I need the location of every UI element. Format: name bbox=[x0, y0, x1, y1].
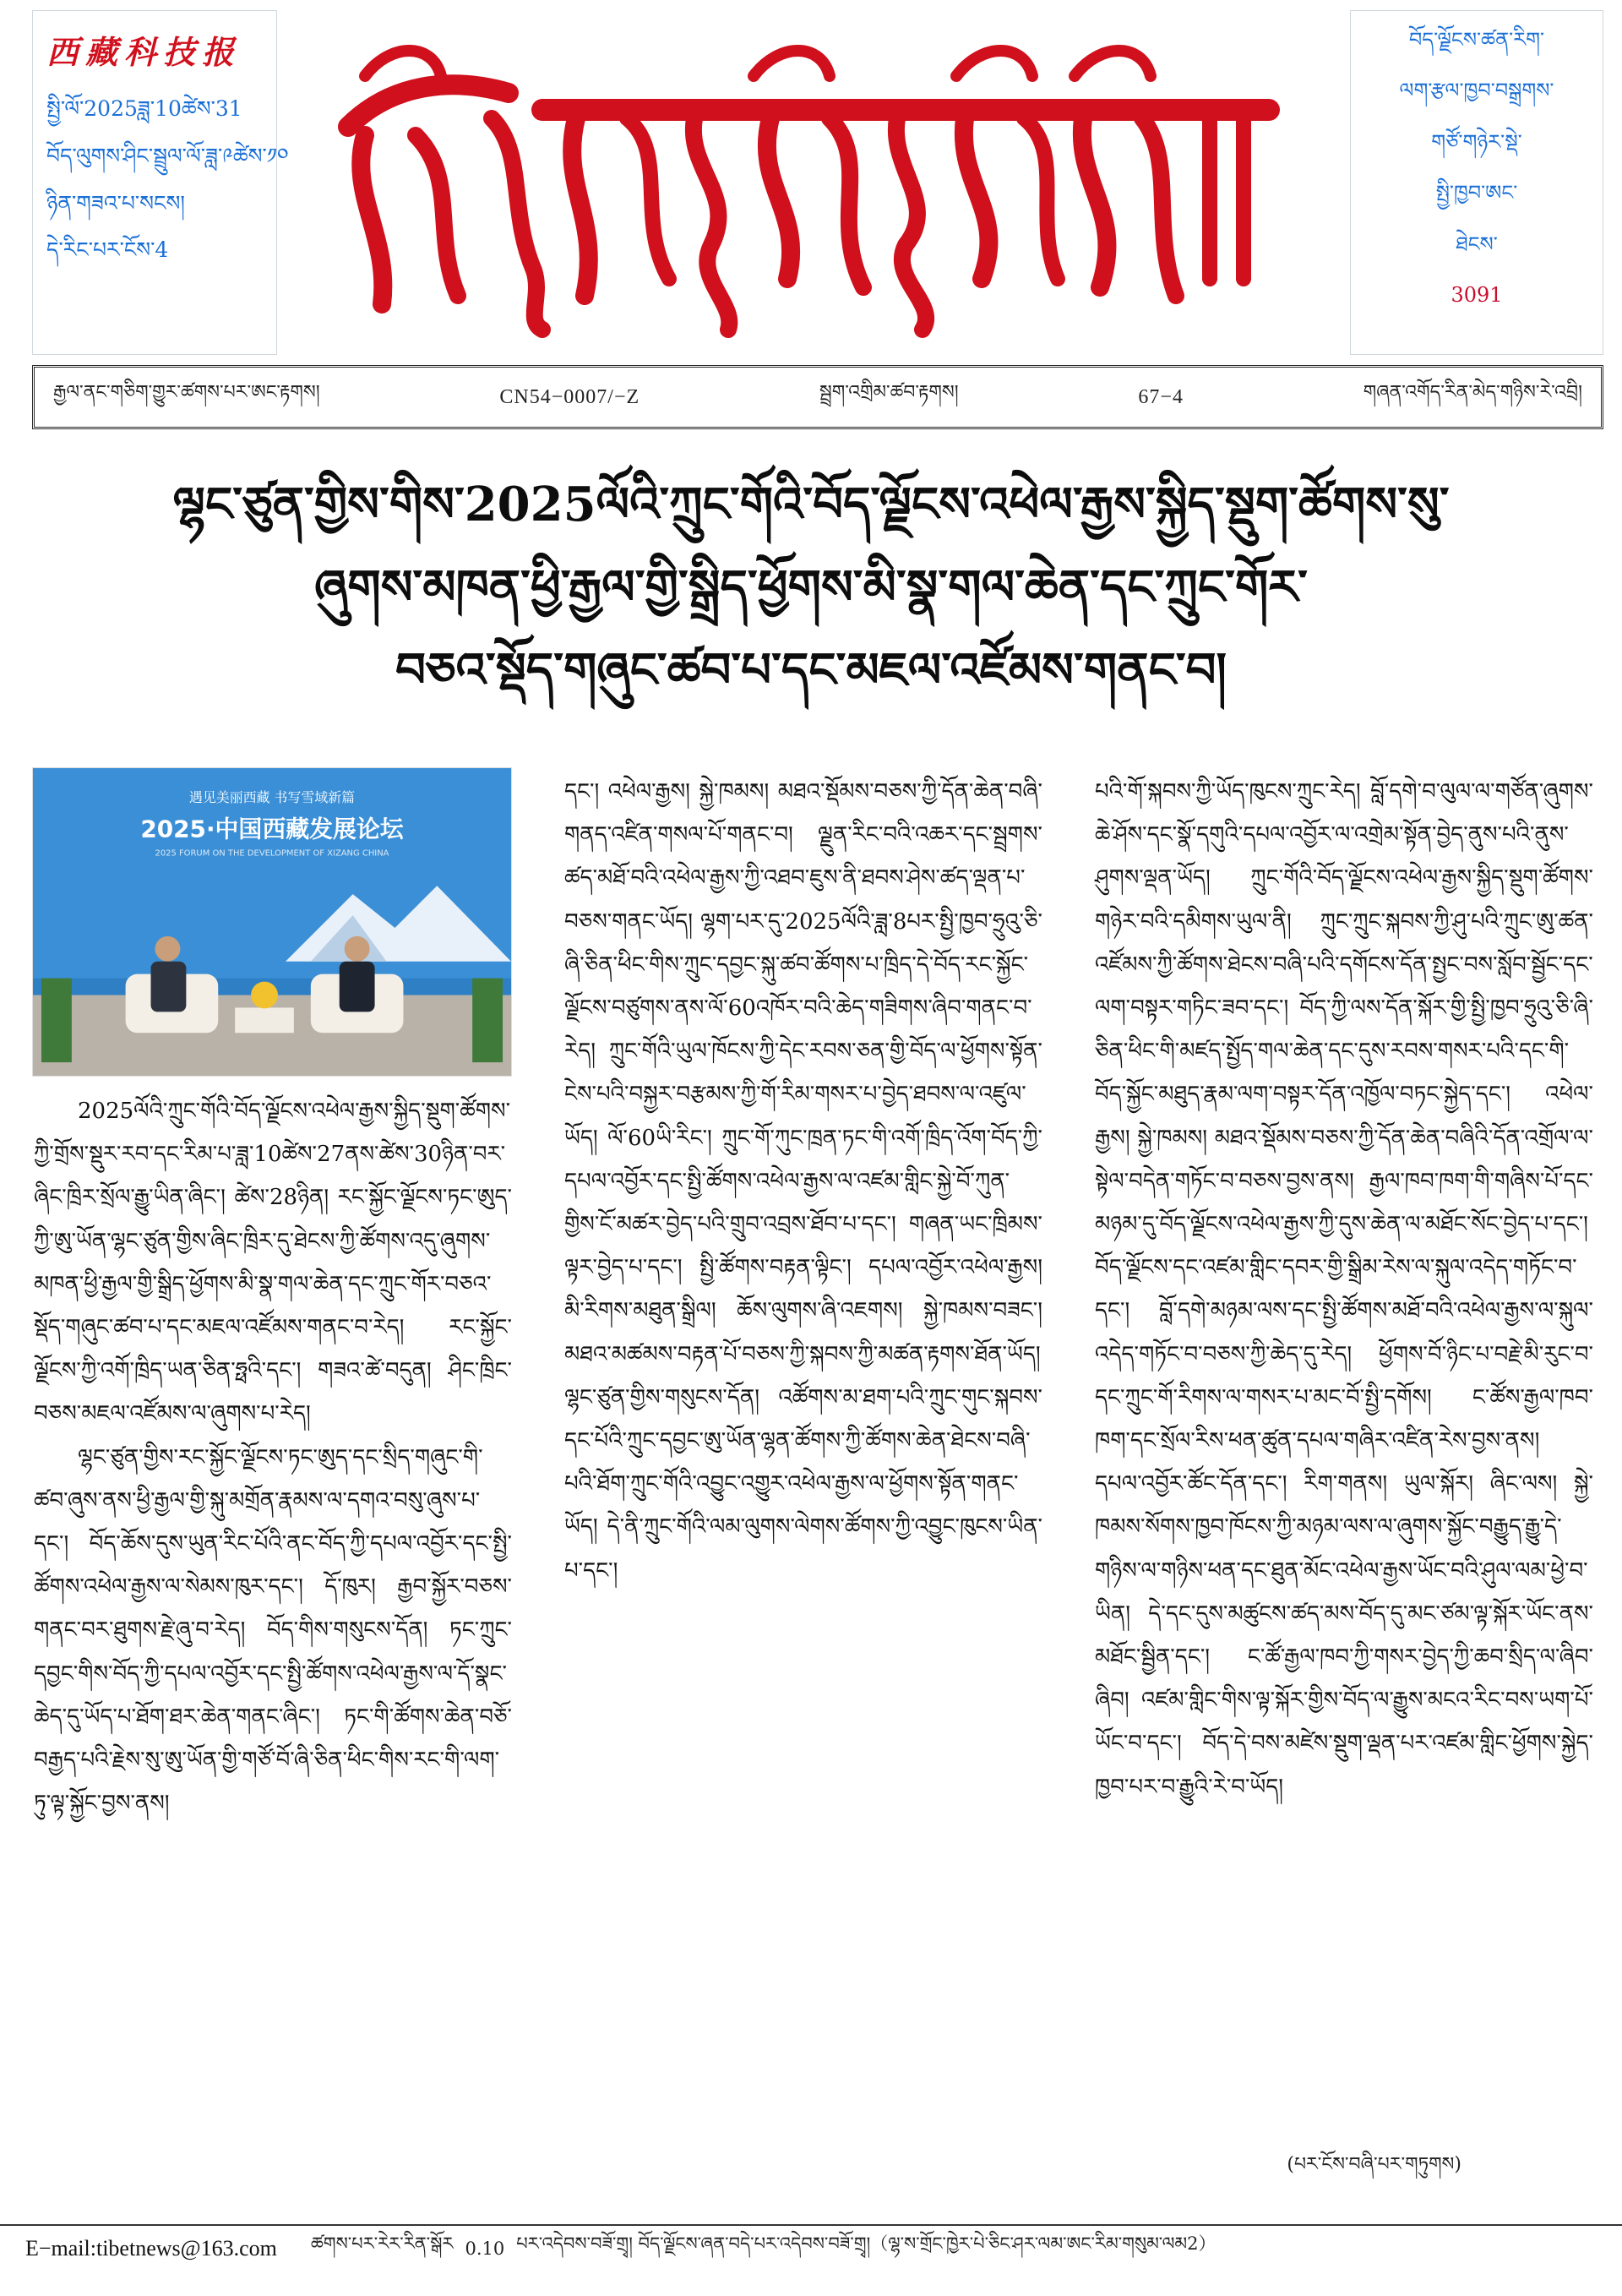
page-count-line: དེ་རིང་པར་ངོས་4 bbox=[46, 237, 169, 263]
registration-strip bbox=[32, 365, 1603, 429]
flower-arrangement bbox=[251, 982, 278, 1009]
publisher-line-4: སྤྱི་ཁྱབ་ཨང་ bbox=[1435, 181, 1518, 205]
postal-code: 67−4 bbox=[1138, 385, 1184, 408]
right-speaker bbox=[345, 936, 370, 962]
newspaper-logo bbox=[314, 25, 1294, 346]
serial-value: 3091 bbox=[1451, 282, 1503, 307]
printing-info: པར་འདེབས་བཟོ་གྲྭ། བོད་ལྗོངས་ཞན་བདེ་པར་འདེབས་བཟོ་གྲྭ།（ལྷ་ས་གྲོང་ཁྱེར་པེ་ཅིང་ཤར་ལམ་ཨང་རིམ་གསུམ་ལམ2） bbox=[516, 2233, 1216, 2254]
article-column-3-text: པའི་གོ་སྐབས་ཀྱི་ཡོད་ཁུངས་ཀྲུང་རེད། བློ་དགེ་བ་ལུལ་ལ་གཙོན་ཞུགས་ཆེ་ཤོས་དང་སྣོ་དགུའི་དཔལ་འབྱོར་ལ་འགྲེམ་སྟོན་བྱེད་ནུས་པའི་ནུས་ཤུགས་ལྡན་ཡོད། ཀྲུང་གོའི་བོད་ལྗོངས་འཕེལ་རྒྱས་སྐྱིད་སྡུག་ཚོགས་གཉེར་བའི་དམིགས་ཡུལ་ནི། ཀྲུང་ཀྲུང་སྐབས་ཀྱི་ཤུ་པའི་ཀྲུང་ཨུ་ཚན་འཛོམས་ཀྱི་ཚོགས་ཐེངས་བཞི་པའི་དགོངས་དོན་སྤྱང་བས་སློབ་སྦྱོང་དང་ལག་བསྟར་གཏིང་ཟབ་དང་། བོད་ཀྱི་ལས་དོན་སྐོར་གྱི་སྤྱི་ཁྱབ་ཧྲུའུ་ཅི་ཞི་ཅིན་ཕིང་གི་མཛད་སྤྱོད་གལ་ཆེན་དང་དུས་རབས་གསར་པའི་དང་གི་བོད་སྐྱོང་མཐུད་རྣམ་ལག་བསྟར་དོན་འཁྱོལ་བཏང་སྐྱེད་དང་། འཕེལ་རྒྱས། སྐྱེ་ཁམས། མཐའ་སྡོམས་བཅས་ཀྱི་དོན་ཆེན་བཞིའི་དོན་འགྲོལ་ལ་སྟེལ་བདེན་གཏོང་བ་བཅས་བྱས་ནས། རྒྱལ་ཁབ་ཁག་གི་གཞིས་པོ་དང་མཉམ་དུ་བོད་ལྗོངས་འཕེལ་རྒྱས་ཀྱི་དུས་ཆེན་ལ་མཐོང་སོང་བྱེད་པ་དང་། བོད་ལྗོངས་དང་འཛམ་གླིང་དབར་གྱི་སྒྲིམ་རེས་ལ་སྐུལ་འདེད་གཏོང་བ་དང་། བློ་དགེ་མཉམ་ལས་དང་སྤྱི་ཚོགས་མཐོ་བའི་འཕེལ་རྒྱས་ལ་སྐུལ་འདེད་གཏོང་བ་བཅས་ཀྱི་ཆེད་དུ་རེད། ཕྱོགས་བོ་ཉིང་པ་བརྗེ་མི་རུང་བ་དང་ཀྲུང་གོ་རིགས་ལ་གསར་པ་མང་བོ་སྤྱི་དགོས། ང་ཚོས་རྒྱལ་ཁབ་ཁག་དང་སྲོལ་རིས་ཕན་ཚུན་དཔལ་གཞིར་འཛིན་རེས་བྱས་ནས། དཔལ་འབྱོར་ཚོང་དོན་དང་། རིག་གནས། ཡུལ་སྐོར། ཞིང་ལས། སྐྱེ་ཁམས་སོགས་ཁྱབ་ཁོངས་ཀྱི་མཉམ་ལས་ལ་ཞུགས་སྐྱོང་བརྒྱུད་རྒྱུ་དེ་གཉིས་ལ་གཉིས་ཕན་དང་ཐུན་མོང་འཕེལ་རྒྱས་ཡོང་བའི་ཤུལ་ལམ་ཕྱེ་བ་ཡིན། དེ་དང་དུས་མཚུངས་ཚད་མས་བོད་དུ་མང་ཙམ་ལྟ་སྐོར་ཡོང་ནས་མཐོང་སྦྱིན་དང་། ང་ཚོ་རྒྱལ་ཁབ་ཀྱི་གསར་བྱེད་ཀྱི་ཆབ་སྲིད་ལ་ཞིབ་ཞིབ། འཛམ་གླིང་གིས་ལྟ་སྐོར་གྱིས་བོད་ལ་རྒྱུས་མངའ་རིང་བས་ཡག་པོ་ཡོང་བ་དང་། བོད་དེ་བས་མཛེས་སྡུག་ལྡན་པར་འཛམ་གླིང་ཕྱོགས་སྐྱེད་ཁྱབ་པར་བ་རྒྱུའི་རེ་བ་ཡོད། bbox=[1095, 779, 1593, 1800]
publisher-line-1: བོད་ལྗོངས་ཚན་རིག་ bbox=[1408, 28, 1545, 52]
continued-note: (པར་ངོས་བཞི་པར་གཏུགས) bbox=[1287, 2154, 1461, 2175]
weekday-line: ཉིན་གཟའ་པ་སངས། bbox=[46, 190, 185, 215]
publisher-line-3: གཙོ་གཉེར་སྡེ་ bbox=[1431, 129, 1522, 154]
article-column-2-text: དང་། འཕེལ་རྒྱས། སྐྱེ་ཁམས། མཐའ་སྡོམས་བཅས་ཀྱི་དོན་ཆེན་བཞི་གནད་འཛིན་གསལ་པོ་གནང་བ། ལྗུན་རིང་བའི་འཆར་དང་སྦྲགས་ཚད་མཐོ་བའི་འཕེལ་རྒྱས་ཀྱི་འཐབ་ཇུས་ནི་ཐབས་ཤེས་ཚད་ལྡན་པ་བཅས་གནང་ཡོད། ལྷག་པར་དུ་2025ལོའི་ཟླ་8པར་སྤྱི་ཁྱབ་ཧྲུའུ་ཅི་ཞི་ཅིན་ཕིང་གིས་ཀྲུང་དབྱང་སྐུ་ཚབ་ཚོགས་པ་ཁྲིད་དེ་བོད་རང་སྐྱོང་ལྗོངས་བཙུགས་ནས་ལོ་60འཁོར་བའི་ཆེད་གཟིགས་ཞིབ་གནང་བ་རེད། ཀྲུང་གོའི་ཡུལ་ཁོངས་ཀྱི་དེང་རབས་ཅན་གྱི་བོད་ལ་ཕྱོགས་སྟོན་ངེས་པའི་བསྐྱར་བརྩམས་ཀྱི་གོ་རིམ་གསར་པ་བྱེད་ཐབས་ལ་འཛུལ་ཡོད། ལོ་60ཡི་རིང་། ཀྲུང་གོ་ཀུང་ཁྲན་ཏང་གི་འགོ་ཁྲིད་འོག་བོད་ཀྱི་དཔལ་འབྱོར་དང་སྤྱི་ཚོགས་འཕེལ་རྒྱས་ལ་འཛམ་གླིང་སྐྱེ་བོ་ཀུན་གྱིས་ངོ་མཚར་བྱེད་པའི་གྲུབ་འབྲས་ཐོབ་པ་དང་། གཞན་ཡང་ཁྲིམས་ལྟར་བྱེད་པ་དང་། སྤྱི་ཚོགས་བརྟན་ལྟིང་། དཔལ་འབྱོར་འཕེལ་རྒྱས། མི་རིགས་མཐུན་སྒྲིལ། ཆོས་ལུགས་ཞི་འཇགས། སྐྱེ་ཁམས་བཟང་། མཐའ་མཚམས་བརྟན་པོ་བཅས་ཀྱི་སྐབས་ཀྱི་མཚན་རྟགས་ཐོན་ཡོད། ལྷང་ཙུན་གྱིས་གསུངས་དོན། འཚོགས་མ་ཐག་པའི་ཀྲུང་གུང་སྐབས་དང་པོའི་ཀྲུང་དབྱང་ཨུ་ཡོན་ལྷན་ཚོགས་ཀྱི་ཚོགས་ཆེན་ཐེངས་བཞི་པའི་ཐོག་ཀྲུང་གོའི་འབྱུང་འགྱུར་འཕེལ་རྒྱས་ལ་ཕྱོགས་སྟོན་གནང་ཡོད། དེ་ནི་ཀྲུང་གོའི་ལམ་ལུགས་ལེགས་ཚོགས་ཀྱི་འབྱུང་ཁུངས་ཡིན་པ་དང་། bbox=[564, 779, 1042, 1584]
date-line: སྤྱི་ལོ་2025ཟླ་10ཚེས་31 bbox=[46, 96, 242, 121]
logo-label: བོད་ལྗོངས་ཚན་རིག་ཚགས་པར། bbox=[759, 331, 849, 341]
price-value: 0.10 bbox=[465, 2239, 505, 2259]
cn-code: CN54−0007/−Z bbox=[499, 385, 640, 408]
headline-line-3: བཅའ་སྡོད་གཞུང་ཚབ་པ་དང་མཇལ་འཛོམས་གནང་བ། bbox=[395, 642, 1227, 698]
article-column-1 bbox=[34, 1090, 512, 2113]
article-paragraph-1: 2025ལོའི་ཀྲུང་གོའི་བོད་ལྗོངས་འཕེལ་རྒྱས་སྐྱིད་སྡུག་ཚོགས་ཀྱི་གྲོས་སྡུར་རབ་དང་རིམ་པ་ཟླ་10ཚེས་27ནས་ཚེས་30ཉིན་བར་ཞིང་ཁྲིར་སྲོལ་རྒྱུ་ཡིན་ཞིང་། ཚེས་28ཉིན། རང་སྐྱོང་ལྗོངས་ཏང་ཨུད་ཀྱི་ཨུ་ཡོན་ལྷང་ཙུན་གྱིས་ཞིང་ཁྲིར་དུ་ཐེངས་ཀྱི་ཚོགས་འདུ་ཞུགས་མཁན་ཕྱི་རྒྱལ་གྱི་སྒྲིད་ཕྱོགས་མི་སྣ་གལ་ཆེན་དང་ཀྲུང་གོར་བཅའ་སྡོད་གཞུང་ཚབ་པ་དང་མཇལ་འཛོམས་གནང་བ་རེད། རང་སྐྱོང་ལྗོངས་ཀྱི་འགོ་ཁྲིད་ཡན་ཅིན་ཧྥའི་དང་། གཟའ་ཚེ་བདུན། ཤིང་ཁྲིང་བཅས་མཇལ་འཛོམས་ལ་ཞུགས་པ་རེད། bbox=[34, 1099, 512, 1427]
article-column-3 bbox=[1095, 771, 1593, 2173]
postal-label: སྦྲག་འགྲིམ་ཚབ་རྟགས། bbox=[819, 382, 959, 403]
left-speaker bbox=[155, 936, 180, 962]
photo-banner-top: 遇见美丽西藏 书写雪域新篇 bbox=[188, 788, 356, 805]
tibetan-date-line: བོད་ལུགས་ཤིང་སྦྲུལ་ལོ་ཟླ་༩ཚེས་༡༠ bbox=[46, 143, 289, 168]
photo-banner-main: 2025·中国西藏发展论坛 bbox=[140, 815, 404, 843]
serial-number bbox=[1363, 281, 1591, 308]
right-ear-box bbox=[1350, 10, 1603, 355]
left-ear-box bbox=[32, 10, 289, 355]
photo-banner-sub: 2025 FORUM ON THE DEVELOPMENT OF XIZANG CHINA bbox=[155, 848, 389, 859]
publisher-line-2: ལག་རྩལ་ཁྱབ་བསྒྲགས་ bbox=[1399, 79, 1554, 103]
article-paragraph-2: ལྷང་ཙུན་གྱིས་རང་སྐྱོང་ལྗོངས་ཏང་ཨུད་དང་སྲིད་གཞུང་གི་ཚབ་ཞུས་ནས་ཕྱི་རྒྱལ་གྱི་སྐུ་མགྲོན་རྣམས་ལ་དགའ་བསུ་ཞུས་པ་དང་། བོད་ཆོས་དུས་ཡུན་རིང་པོའི་ནང་བོད་ཀྱི་དཔལ་འབྱོར་དང་སྤྱི་ཚོགས་འཕེལ་རྒྱས་ལ་སེམས་ཁུར་དང་། དོ་ཁུར། རྒྱབ་སྐྱོར་བཅས་གནང་བར་ཐུགས་རྗེ་ཞུ་བ་རེད། བོད་གིས་གསུངས་དོན། ཏང་ཀྲུང་དབྱང་གིས་བོད་ཀྱི་དཔལ་འབྱོར་དང་སྤྱི་ཚོགས་འཕེལ་རྒྱས་ལ་དོ་སྣང་ཆེད་དུ་ཡོད་པ་ཐོག་ཐར་ཆེན་གནང་ཞིང་། ཏང་གི་ཚོགས་ཆེན་བཅོ་བརྒྱད་པའི་རྗེས་སུ་ཨུ་ཡོན་གྱི་གཙོ་བོ་ཞི་ཅིན་ཕིང་གིས་རང་གི་ལག་ཏུ་ལྟ་སྐྱོང་བྱས་ནས། bbox=[34, 1444, 512, 1817]
publisher-line-5: ཐེངས་ bbox=[1456, 232, 1498, 256]
price-label: ཚགས་པར་རེར་རིན་སྒོར bbox=[310, 2233, 454, 2254]
contact-email: E−mail:tibetnews@163.com bbox=[25, 2236, 277, 2261]
article-headline bbox=[127, 463, 1495, 712]
chinese-brand-name: 西藏科技报 bbox=[46, 33, 242, 71]
footer-bar bbox=[0, 2224, 1622, 2271]
article-column-2 bbox=[564, 771, 1042, 2173]
forum-photo bbox=[32, 767, 512, 1077]
headline-line-2: ཞུགས་མཁན་ཕྱི་རྒྱལ་གྱི་སྒྲིད་ཕྱོགས་མི་སྣ་གལ་ཆེན་དང་ཀྲུང་གོར་ bbox=[314, 559, 1308, 615]
publisher-registration: རྒྱལ་ནང་གཅིག་གྱུར་ཚགས་པར་ཨང་རྟགས། bbox=[53, 382, 320, 403]
distribution-note: གཞན་འགོད་རིན་མེད་གཉིས་རེ་འབྲི། bbox=[1363, 382, 1582, 403]
headline-line-1: ལྷང་ཙུན་གྱིས་གིས་2025ལོའི་ཀྲུང་གོའི་བོད་ལྗོངས་འཕེལ་རྒྱས་སྐྱིད་སྡུག་ཚོགས་སུ་ bbox=[172, 477, 1450, 532]
